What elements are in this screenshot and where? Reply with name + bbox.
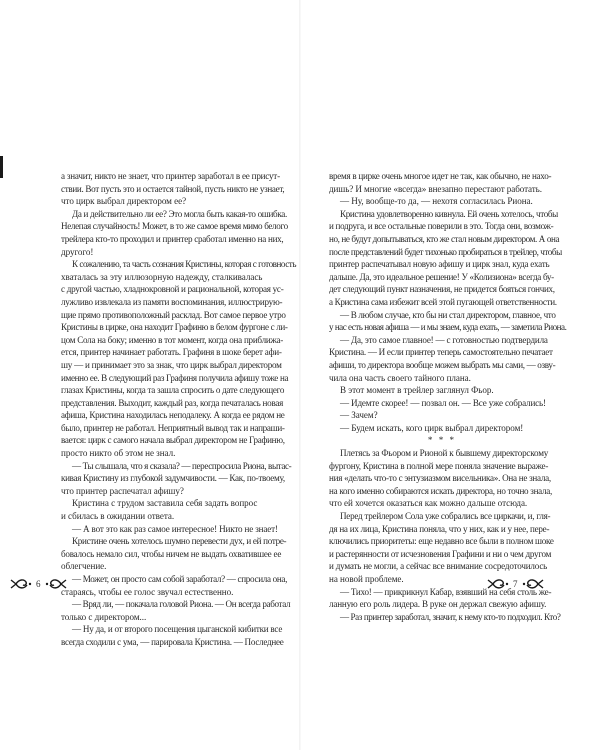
page-edge-marker <box>0 156 3 178</box>
text-line: на кого именно собираются искать директора, но точно знала, <box>329 485 552 496</box>
text-line: Кристина удовлетворенно кивнула. Ей очень хотелось, чтобы <box>340 208 558 219</box>
text-line: Кристины в цирке, она находит Графиню в белом фургоне с ли- <box>61 322 288 333</box>
text-line: чила она часть своего тайного плана. <box>329 372 471 383</box>
text-line: другого! <box>61 246 94 257</box>
left-page-text <box>61 170 297 649</box>
text-line: В этот момент в трейлер заглянул Фьор. <box>340 385 494 396</box>
text-line: ключились приоритеты: еще недавно все были в полном шоке <box>329 536 554 547</box>
right-page-text <box>329 170 567 623</box>
text-line: кивая Кристину из глубокой задумчивости. — Как, по-твоему, <box>61 473 285 484</box>
text-line: — Зачем? <box>340 410 378 421</box>
text-line: — Идемте скорее! — позвал он. — Все уже собрались! <box>340 397 546 408</box>
text-line: облегчение. <box>61 561 107 572</box>
text-line: представления. Выходит, каждый раз, когда печаталась новая <box>61 397 284 408</box>
text-line: у нас есть новая афиша — и мы знаем, куда ехать, — заметила Риона. <box>329 322 567 333</box>
text-line: дет следующий пункт назначения, не придется бояться гончих, <box>329 284 555 295</box>
text-line: — Ну, вообще-то да, — нехотя согласилась Риона. <box>340 196 533 207</box>
text-line: принтер распечатывал новую афишу и цирк знал, куда ехать <box>329 259 550 270</box>
text-line: лужливо извлекала из памяти воспоминания, иллюстрирую- <box>61 296 283 307</box>
text-line: что ей хочется оказаться как можно дальше отсюда. <box>329 498 528 509</box>
text-line: ния «делать что-то с энтузиазмом висельника». Она не знала, <box>329 473 551 484</box>
page-number: 7 <box>513 579 518 589</box>
text-line: Да и действительно ли ее? Это могла быть какая-то ошибка. <box>72 208 287 219</box>
right-page <box>300 0 600 750</box>
flourish-ornament-icon <box>10 577 32 591</box>
text-line: бовалось немало сил, чтобы ничем не выдать охватившее ее <box>61 548 282 559</box>
text-line: — Да, это самое главное! — с готовностью подтвердила <box>340 334 548 345</box>
page-number: 6 <box>36 579 41 589</box>
text-line: — Будем искать, кого цирк выбрал директором! <box>340 422 524 433</box>
text-line: вается: цирк с самого начала выбрал директором не Графиню, <box>61 435 285 446</box>
text-line: — Раз принтер заработал, значит, к нему кто-то подходил. Кто? <box>340 611 561 622</box>
text-line: Кристина с трудом заставила себя задать вопрос <box>72 498 258 509</box>
text-line: было, принтер не работал. Неприятный вывод так и напраши- <box>61 422 285 433</box>
text-line: после представлений будет тихонько пробираться в трейлер, чтобы <box>329 246 562 257</box>
text-line: ланную его роль лидера. В руке он держал свежую афишу. <box>329 599 547 610</box>
text-line: цом Сола на боку; именно в тот момент, когда она приближа- <box>61 334 284 345</box>
text-line: — В любом случае, кто бы ни стал директором, главное, что <box>340 309 556 320</box>
text-line: — Ну да, и от второго посещения цыганской кибитки все <box>72 624 283 635</box>
text-line: всегда сходили с ума, — парировала Кристина. — Последнее <box>61 636 284 647</box>
text-line: и подруга, и все остальные поверили в это. Тогда они, возмож- <box>329 221 554 232</box>
text-line: — Тихо! — прикрикнул Кабар, взявший на себя столь же- <box>340 586 552 597</box>
text-line: а значит, никто не знает, что принтер заработал в ее присут- <box>61 171 280 181</box>
text-line: Кристине очень хотелось шумно перевести дух, и ей потре- <box>72 536 287 547</box>
text-line: фургону, Кристина в полной мере поняла значение выраже- <box>329 460 549 471</box>
text-line: и думать не могли, а сейчас все внимание сосредоточилось <box>329 561 548 572</box>
flourish-ornament-icon <box>522 577 544 591</box>
text-line: * * * <box>427 435 457 446</box>
text-line: дальше. Да, это идеальное решение! У «Колизиона» всегда бу- <box>329 271 554 282</box>
text-line: К сожалению, та часть сознания Кристины, которая с готовность <box>72 259 297 270</box>
text-line: дишь? И многие «всегда» внезапно перестают работать. <box>329 183 542 194</box>
text-line: время в цирке очень многое идет не так, как обычно, не нахо- <box>329 171 552 181</box>
text-line: Плетясь за Фьором и Рионой к бывшему директорскому <box>340 448 549 459</box>
text-line: ется, принтер начинает работать. Графиня в шоке берет афи- <box>61 347 282 358</box>
text-line: на новой проблеме. <box>329 574 404 584</box>
text-line: Перед трейлером Сола уже собрались все циркачи, и, гля- <box>340 511 551 522</box>
text-line: глазах Кристины, когда та зашла спросить о дате следующего <box>61 385 285 396</box>
right-page-folio <box>487 577 544 591</box>
text-line: хваталась за эту иллюзорную надежду, сталкивалась <box>61 271 263 282</box>
text-line: Нелепая случайность! Может, в то же самое время мимо белого <box>61 221 288 232</box>
text-line: только с директором... <box>61 611 147 622</box>
text-line: с другой частью, хладнокровной и рациональной, которая ус- <box>61 284 284 295</box>
text-line: и растерянности от исчезновения Графини и ни о чем другом <box>329 548 552 559</box>
text-line: — Ты слышала, что я сказала? — переспросила Риона, вытас- <box>72 460 292 471</box>
text-line: именно ее. В следующий раз Графиня получила афишу тоже на <box>61 372 289 383</box>
text-line: афиши, то директора вообще можем выбрать мы сами, — озву- <box>329 359 556 370</box>
text-line: и сбилась в ожидании ответа. <box>61 511 175 522</box>
text-line: дя на их лица, Кристина поняла, что у них, как и у нее, пере- <box>329 523 550 534</box>
left-page-folio <box>10 577 67 591</box>
text-line: просто никто об этом не знал. <box>61 448 176 459</box>
text-line: стараясь, чтобы ее голос звучал естественно. <box>61 586 234 597</box>
text-line: шу — и принимает это за знак, что цирк выбрал директором <box>61 359 282 370</box>
flourish-ornament-icon <box>45 577 67 591</box>
text-line: — Может, он просто сам собой заработал? — спросила она, <box>72 574 288 584</box>
text-line: ствии. Вот пусть это и остается тайной, пусть никто не узнает, <box>61 183 285 194</box>
flourish-ornament-icon <box>487 577 509 591</box>
text-line: но, не будут допытываться, кто же стал новым директором. А она <box>329 233 560 244</box>
text-line: трейлера кто-то проходил и принтер сработал именно на них, <box>61 233 284 244</box>
text-line: а Кристина сама избежит всей этой пугающей ответственности. <box>329 296 557 307</box>
text-line: Кристина. — И если принтер теперь самостоятельно печатает <box>329 347 553 358</box>
text-line: что цирк выбрал директором ее? <box>61 196 187 207</box>
text-line: — А вот это как раз самое интересное! Никто не знает! <box>72 523 278 534</box>
text-line: — Вряд ли, — покачала головой Риона. — Он всегда работал <box>72 599 291 610</box>
text-line: что принтер распечатал афишу? <box>61 485 184 496</box>
text-line: щие прямо противоположный расклад. Вот самое первое утро <box>61 309 286 320</box>
text-line: афиша, Кристина находилась неподалеку. А когда ее рядом не <box>61 410 285 421</box>
